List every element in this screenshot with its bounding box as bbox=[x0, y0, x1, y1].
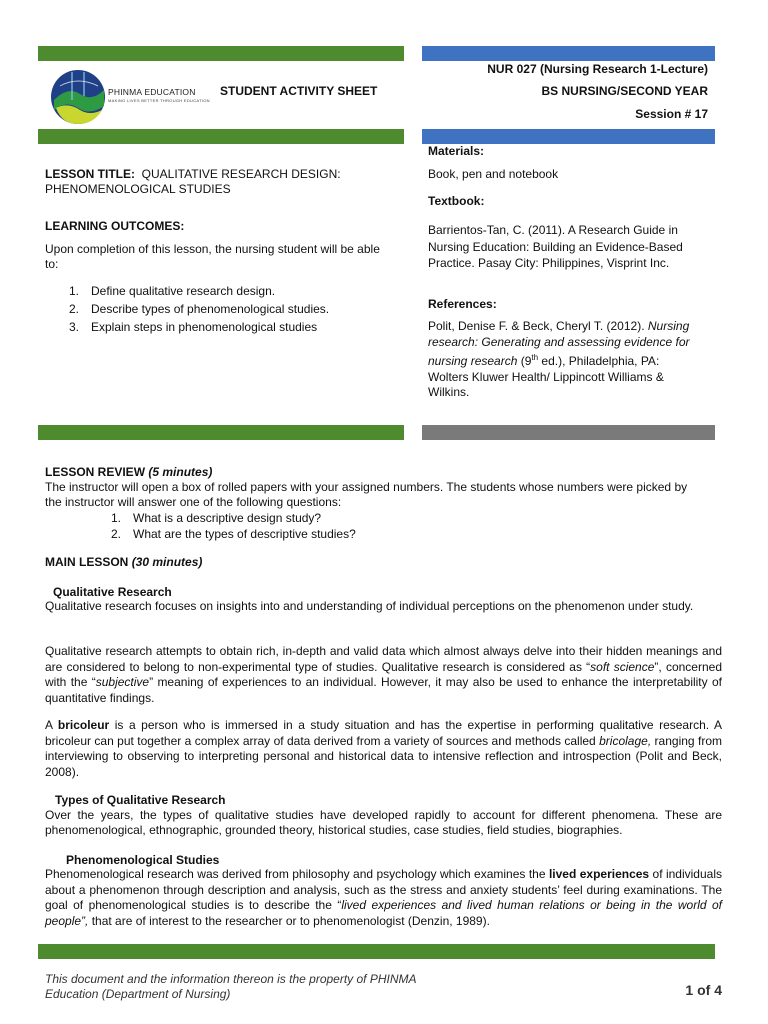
materials-text: Book, pen and notebook bbox=[428, 167, 559, 181]
types-paragraph: Over the years, the types of qualitative studies have developed rapidly to account for different phenomena. These are phenomenological, ethnographic, grounded theory, historical studies, case studies, field studies, biographies. bbox=[45, 808, 722, 837]
middle-green-bar bbox=[38, 425, 404, 440]
list-item: 3. Explain steps in phenomenological studies bbox=[69, 320, 318, 334]
header-bottom-blue-bar bbox=[422, 129, 715, 144]
textbook-heading: Textbook: bbox=[428, 194, 485, 208]
textbook-citation: Barrientos-Tan, C. (2011). A Research Guide in Nursing Education: Building an Evidence-Based Practice. Pasay City: Philippines, Visprint Inc. bbox=[428, 223, 683, 270]
outcomes-intro bbox=[45, 242, 405, 272]
lesson-title-label: LESSON TITLE: bbox=[45, 167, 135, 181]
footer-note: This document and the information thereon is the property of PHINMA Education (Department of Nursing) bbox=[45, 972, 417, 1001]
learning-outcomes-heading: LEARNING OUTCOMES: bbox=[45, 219, 185, 233]
phinma-logo bbox=[50, 64, 220, 130]
logo-text: PHINMA EDUCATION bbox=[108, 87, 196, 97]
qualitative-research-p1: Qualitative research focuses on insights into and understanding of individual perceptions on the phenomenon under study. bbox=[45, 599, 694, 613]
bricoleur-paragraph: A bricoleur is a person who is immersed in a study situation and has the expertise in performing qualitative research. A bricoleur can put together a complex array of data derived from a variety of sources and methods called bricolage, ranging from interviewing to observing to interpreting personal and historical data to intensive reflection and introspection (Polit and Beck, 2008). bbox=[45, 718, 722, 779]
qualitative-research-p2: Qualitative research attempts to obtain rich, in-depth and valid data which almost always delve into their hidden meanings and are considered to belong to non-experimental type of studies. Qualitative research is considered as “soft science”, concerned with the “subjective” meaning of experiences to an individual. However, it may also be used to enhance the interpretability of quantitative findings. bbox=[45, 644, 723, 705]
list-item: 2. Describe types of phenomenological studies. bbox=[69, 302, 330, 316]
list-item: 2. What are the types of descriptive studies? bbox=[111, 527, 356, 541]
lesson-title bbox=[45, 167, 395, 197]
list-item: 1. What is a descriptive design study? bbox=[111, 511, 322, 525]
references-heading: References: bbox=[428, 297, 497, 311]
review-questions bbox=[45, 511, 725, 543]
middle-gray-bar bbox=[422, 425, 715, 440]
materials-heading: Materials: bbox=[428, 144, 485, 158]
sheet-title: STUDENT ACTIVITY SHEET bbox=[220, 84, 378, 98]
phinma-emblem-icon bbox=[50, 66, 106, 128]
references-citation: Polit, Denise F. & Beck, Cheryl T. (2012). Nursing research: Generating and assessing evidence for nursing research (9th ed.), Philadelphia, PA: Wolters Kluwer Health/ Lippincott Williams & Wilkins. bbox=[428, 319, 690, 399]
phenomenological-heading: Phenomenological Studies bbox=[66, 853, 220, 867]
lesson-review-heading: LESSON REVIEW (5 minutes) bbox=[45, 465, 213, 479]
qualitative-research-heading: Qualitative Research bbox=[53, 585, 172, 599]
list-item: 1. Define qualitative research design. bbox=[69, 284, 276, 298]
lesson-review-text: The instructor will open a box of rolled papers with your assigned numbers. The students whose numbers were picked by the instructor will answer one of the following questions: bbox=[45, 480, 688, 509]
types-heading: Types of Qualitative Research bbox=[55, 793, 226, 807]
header-bottom-green-bar bbox=[38, 129, 404, 144]
top-left-green-bar bbox=[38, 46, 404, 61]
session-number: Session # 17 bbox=[635, 107, 708, 121]
logo-tagline: MAKING LIVES BETTER THROUGH EDUCATION bbox=[108, 98, 210, 103]
footer-green-bar bbox=[38, 944, 715, 959]
lesson-title-line2: PHENOMENOLOGICAL STUDIES bbox=[45, 182, 231, 196]
main-lesson-heading: MAIN LESSON (30 minutes) bbox=[45, 555, 203, 569]
phenomenological-paragraph: Phenomenological research was derived from philosophy and psychology which examines the lived experiences of individuals about a phenomenon through description and analysis, such as the stress and anxiety students’ feel during examinations. The goal of phenomenological studies is to describe the “lived experiences and lived human relations or being in the world of people”, that are of interest to the researcher or to phenomenologist (Denzin, 1989). bbox=[45, 867, 722, 928]
page-number: 1 of 4 bbox=[685, 982, 722, 998]
course-title: NUR 027 (Nursing Research 1-Lecture) bbox=[487, 62, 708, 76]
outcomes-intro-line1: Upon completion of this lesson, the nursing student will be able bbox=[45, 242, 380, 256]
top-right-blue-bar bbox=[422, 46, 715, 61]
lesson-title-line1: QUALITATIVE RESEARCH DESIGN: bbox=[141, 167, 341, 181]
program-title: BS NURSING/SECOND YEAR bbox=[541, 84, 708, 98]
outcomes-intro-line2: to: bbox=[45, 257, 59, 271]
outcomes-list bbox=[45, 284, 405, 338]
